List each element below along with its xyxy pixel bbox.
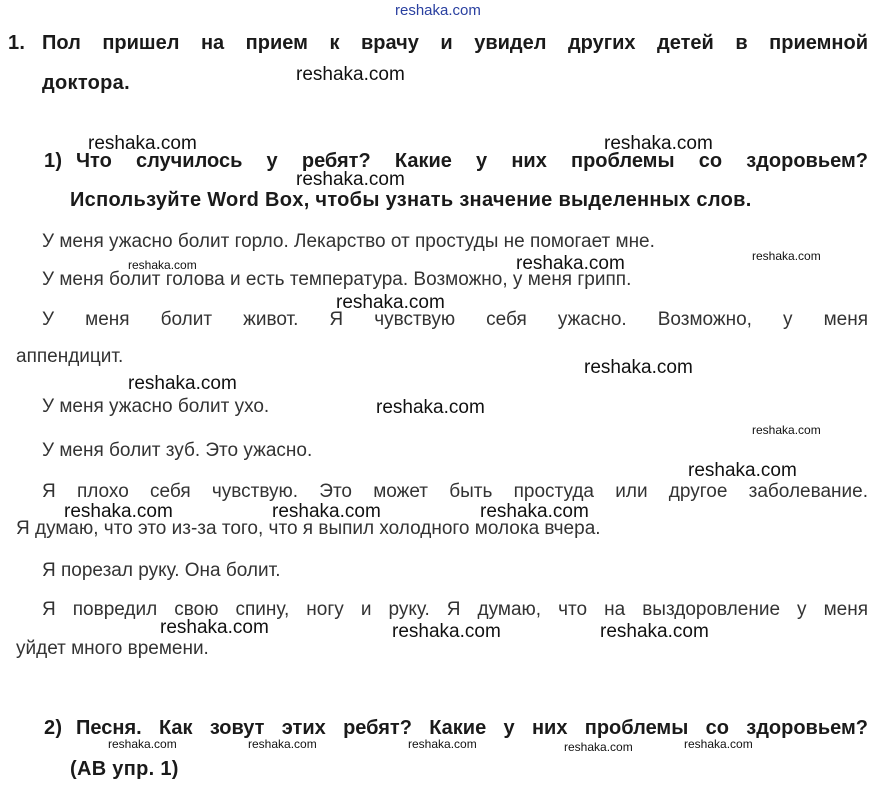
watermark: reshaka.com xyxy=(160,617,269,638)
exercise-title-line1: Пол пришел на прием к врачу и увидел других детей в приемной xyxy=(42,32,868,54)
watermark: reshaka.com xyxy=(408,737,477,751)
watermark: reshaka.com xyxy=(392,621,501,642)
watermark: reshaka.com xyxy=(336,292,445,313)
answer-cut-hand: Я порезал руку. Она болит. xyxy=(42,560,281,581)
watermark: reshaka.com xyxy=(684,737,753,751)
watermark: reshaka.com xyxy=(604,133,713,154)
answer-feel-bad: Я плохо себя чувствую. Это может быть простуда или другое заболевание. xyxy=(42,481,868,502)
watermark: reshaka.com xyxy=(296,64,405,85)
watermark: reshaka.com xyxy=(600,621,709,642)
watermark: reshaka.com xyxy=(516,253,625,274)
watermark: reshaka.com xyxy=(376,397,485,418)
answer-headache-flu: У меня болит голова и есть температура. Возможно, у меня грипп. xyxy=(42,269,632,290)
exercise-title-line2: доктора. xyxy=(42,72,130,94)
answer-earache: У меня ужасно болит ухо. xyxy=(42,396,270,417)
top-watermark: reshaka.com xyxy=(395,2,481,19)
exercise-number: 1. xyxy=(8,32,26,54)
part2-question-line1: Песня. Как зовут этих ребят? Какие у них проблемы со здоровьем? xyxy=(76,717,868,739)
watermark: reshaka.com xyxy=(272,501,381,522)
watermark: reshaka.com xyxy=(248,737,317,751)
watermark: reshaka.com xyxy=(108,737,177,751)
watermark: reshaka.com xyxy=(64,501,173,522)
part1-question-line1: Что случилось у ребят? Какие у них проблемы со здоровьем? xyxy=(76,150,868,172)
answer-hurt-back: Я повредил свою спину, ногу и руку. Я думаю, что на выздоровление у меня xyxy=(42,599,868,620)
watermark: reshaka.com xyxy=(480,501,589,522)
watermark: reshaka.com xyxy=(752,249,821,263)
watermark: reshaka.com xyxy=(688,460,797,481)
answer-sore-throat: У меня ужасно болит горло. Лекарство от простуды не помогает мне. xyxy=(42,231,655,252)
watermark: reshaka.com xyxy=(128,258,197,272)
watermark: reshaka.com xyxy=(88,133,197,154)
answer-recovery-time: уйдет много времени. xyxy=(16,638,209,659)
part1-number: 1) xyxy=(44,150,63,172)
watermark: reshaka.com xyxy=(584,357,693,378)
watermark: reshaka.com xyxy=(752,423,821,437)
part2-number: 2) xyxy=(44,717,63,739)
answer-appendicitis: аппендицит. xyxy=(16,346,124,367)
part1-question-line2: Используйте Word Box, чтобы узнать значение выделенных слов. xyxy=(70,189,752,211)
part2-question-line2: (AB упр. 1) xyxy=(70,758,179,780)
answer-toothache: У меня болит зуб. Это ужасно. xyxy=(42,440,313,461)
watermark: reshaka.com xyxy=(296,169,405,190)
answer-stomachache: У меня болит живот. Я чувствую себя ужасно. Возможно, у меня xyxy=(42,309,868,330)
watermark: reshaka.com xyxy=(128,373,237,394)
watermark: reshaka.com xyxy=(564,740,633,754)
answer-cold-milk: Я думаю, что это из-за того, что я выпил холодного молока вчера. xyxy=(16,518,601,539)
